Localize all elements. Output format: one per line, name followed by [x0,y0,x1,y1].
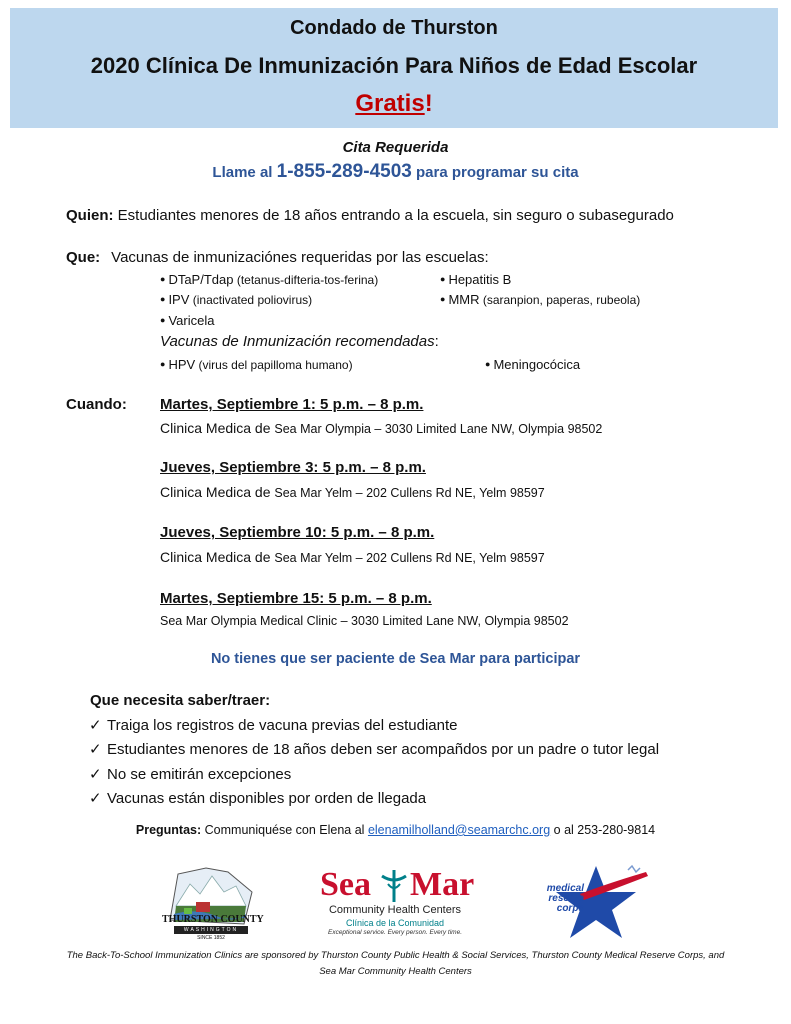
what-label: Que: [66,249,101,266]
who-label: Quien: [66,207,114,224]
call-line [0,161,791,183]
check-icon: ✓ [89,741,102,758]
free-exclaim: ! [424,90,433,117]
county-title: Condado de Thurston [290,17,498,39]
questions-label: Preguntas: [135,823,202,837]
session-2-location: Clinica Medica de Sea Mar Yelm – 202 Cullens Rd NE, Yelm 98597 [160,484,545,500]
check-icon: ✓ [89,790,102,807]
vaccine-item-hpv: ● HPV (virus del papilloma humano) [160,357,353,372]
session-3-date: Jueves, Septiembre 10: 5 p.m. – 8 p.m. [160,524,435,541]
what-text: Vacunas de inmunizaciónes requeridas por las escuelas: [111,249,489,266]
free-label [10,90,778,118]
need-item-3: ✓ No se emitirán excepciones [89,766,292,783]
need-title: Que necesita saber/traer: [90,692,271,709]
call-prefix: Llame al [212,164,277,181]
appointment-required: Cita Requerida [342,139,449,156]
free-text: Gratis [355,90,425,117]
session-2-date: Jueves, Septiembre 3: 5 p.m. – 8 p.m. [160,459,426,476]
not-patient-note: No tienes que ser paciente de Sea Mar para participar [210,651,581,667]
need-item-1: ✓ Traiga los registros de vacuna previas del estudiante [89,717,458,734]
session-4-location: Sea Mar Olympia Medical Clinic – 3030 Limited Lane NW, Olympia 98502 [160,614,569,628]
vaccine-item-varicela: ● Varicela [160,313,215,328]
vaccine-item-dtap: ● DTaP/Tdap (tetanus-difteria-tos-ferina) [160,272,379,287]
when-label: Cuando: [66,396,127,413]
clinic-title: 2020 Clínica De Inmunización Para Niños de Edad Escolar [90,53,698,78]
seamar-logo: Sea Mar Community Health Centers Clínica de la Comunidad Exceptional service. Every person. Every time. [320,866,475,936]
session-4-date: Martes, Septiembre 15: 5 p.m. – 8 p.m. [160,590,432,607]
session-1-location: Clinica Medica de Sea Mar Olympia – 3030 Limited Lane NW, Olympia 98502 [160,420,603,436]
need-item-4: ✓ Vacunas están disponibles por orden de llegada [89,790,427,807]
session-1-date: Martes, Septiembre 1: 5 p.m. – 8 p.m. [160,396,424,413]
vaccine-item-mmr: ● MMR (saranpion, paperas, rubeola) [440,292,641,307]
questions-line: Preguntas: Communiquése con Elena al elenamilholland@seamarchc.org o al 253-280-9814 [135,823,656,837]
thurston-county-logo: THURSTON COUNTY WASHINGTON SINCE 1852 [166,862,256,944]
footer-sponsors: The Back-To-School Immunization Clinics are sponsored by Thurston County Public Health & Social Services, Thurston County Medical Reserve Corps, and Sea Mar Community Health Centers [66,950,725,977]
who-line [66,207,674,224]
what-line [66,249,489,266]
phone-number[interactable]: 1-855-289-4503 [276,161,412,182]
who-text: Estudiantes menores de 18 años entrando a la escuela, sin seguro o subasegurado [113,207,674,224]
check-icon: ✓ [89,717,102,734]
medical-reserve-corps-logo: medical reserve corps [536,862,666,942]
vaccine-item-meningococica: ● Meningocócica [485,357,581,372]
call-suffix: para programar su cita [411,164,579,181]
header-banner [10,8,778,128]
need-item-2: ✓ Estudiantes menores de 18 años deben ser acompañdos por un padre o tutor legal [89,741,660,758]
recommended-heading: Vacunas de Inmunización recomendadas: [160,333,439,350]
session-3-location: Clinica Medica de Sea Mar Yelm – 202 Cullens Rd NE, Yelm 98597 [160,549,545,565]
check-icon: ✓ [89,766,102,783]
vaccine-item-hepb: ● Hepatitis B [440,272,512,287]
caduceus-icon [380,868,408,904]
vaccine-item-ipv: ● IPV (inactivated poliovirus) [160,292,313,307]
contact-email-link[interactable]: elenamilholland@seamarchc.org [367,823,551,837]
